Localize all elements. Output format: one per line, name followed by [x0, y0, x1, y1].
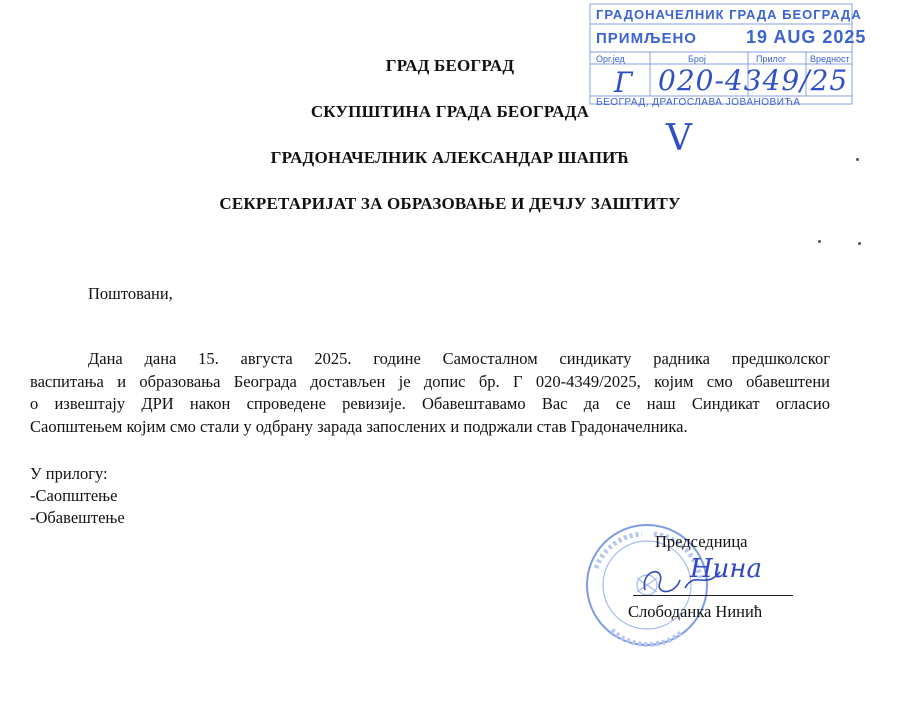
intake-stamp-org-value: Г [614, 66, 633, 99]
header-mayor: ГРАДОНАЧЕЛНИК АЛЕКСАНДАР ШАПИЋ [270, 148, 630, 167]
scan-speck [856, 158, 859, 161]
paragraph-line: васпитања и образовања Београда достављен је допис бр. Г 020-4349/2025, којим смо обавештени [30, 371, 830, 391]
intake-stamp-date: 19 AUG 2025 [746, 27, 867, 47]
intake-stamp-footer: БЕОГРАД, ДРАГОСЛАВА ЈОВАНОВИЋА [596, 97, 801, 108]
intake-stamp-col-attachment: Прилог [756, 54, 787, 64]
header-city: ГРАД БЕОГРАД [385, 56, 515, 75]
intake-stamp [588, 0, 867, 159]
intake-stamp-col-number: Број [688, 54, 706, 64]
attachments-label: У прилогу: [30, 464, 108, 483]
signature-title: Председница [655, 532, 748, 551]
scan-speck [818, 240, 821, 243]
signature-scribble [635, 560, 725, 600]
intake-stamp-col-value: Вредност [810, 54, 850, 64]
intake-stamp-col-org: Орг.јед [596, 54, 625, 64]
signature-handwritten: Нина [690, 554, 763, 584]
greeting: Поштовани, [88, 284, 173, 303]
header-assembly: СКУПШТИНА ГРАДА БЕОГРАДА [310, 102, 590, 121]
paragraph-line: о извештају ДРИ након спроведене ревизије. Обавештавамо Вас да се наш Синдикат огласио [30, 394, 830, 413]
intake-stamp-received: ПРИМЉЕНО [596, 30, 697, 47]
scan-speck [858, 242, 861, 245]
signature-line [633, 595, 793, 596]
header-secretariat: СЕКРЕТАРИЈАТ ЗА ОБРАЗОВАЊЕ И ДЕЧЈУ ЗАШТИТУ [219, 194, 681, 213]
body-paragraph [30, 348, 830, 438]
intake-stamp-number: 020-4349/25 [658, 64, 849, 97]
attachment-item: -Саопштење [30, 486, 118, 505]
paragraph-line: Дана дана 15. августа 2025. године Самосталном синдикату радника предшколског [88, 349, 830, 368]
attachment-item: -Обавештење [30, 508, 125, 527]
intake-stamp-office: ГРАДОНАЧЕЛНИК ГРАДА БЕОГРАДА [596, 7, 862, 22]
signature-name: Слободанка Нинић [628, 602, 763, 621]
intake-stamp-checkmark: V [666, 118, 692, 159]
paragraph-line: Саопштењем којим смо стали у одбрану зарада запослених и подржали став Градоначелника. [30, 416, 688, 436]
